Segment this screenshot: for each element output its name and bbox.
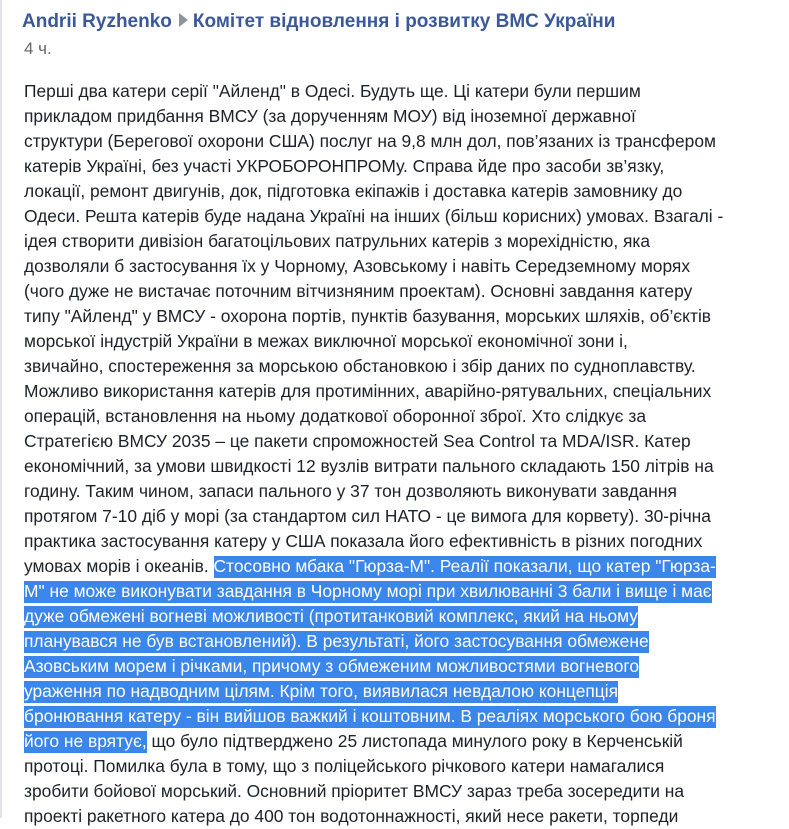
post-text-segment: операцій, встановлення на ньому додаткової оборонної зброї. Хто слідкує за — [24, 406, 647, 426]
arrow-right-icon — [179, 13, 188, 27]
selected-text: дуже обмежені вогневі можливості (протитанковий комплекс, який на ньому — [24, 606, 639, 626]
post-text-segment: ідея створити дивізіон багатоцільових патрульних катерів з морехідністю, яка — [24, 231, 651, 251]
selected-text: М" не може виконувати завдання в Чорному морі при хвилюванні 3 бали і вище і має — [24, 581, 712, 601]
post-text-segment: протоці. Помилка була в тому, що з поліцейського річкового катери намагалися — [24, 756, 665, 776]
post-text-line — [24, 704, 788, 729]
post-text-segment: умовах морів і океанів. — [24, 556, 214, 576]
post-text-segment: морської індустрій України в межах виключної морської економічної зони і, — [24, 331, 628, 351]
post-text-segment: дозволяли б застосування їх у Чорному, Азовському і навіть Середземному морях — [24, 256, 691, 276]
post-text-segment: (чого дуже не вистачає поточним вітчизняним проектам). Основні завдання катеру — [24, 281, 693, 301]
post-text-segment: протягом 7-10 діб у морі (за стандартом сил НАТО - це вимога для корвету). 30-річна — [24, 506, 711, 526]
post-text-line — [24, 629, 788, 654]
post-text-segment: Стратегією ВМСУ 2035 – це пакети спроможностей Sea Control та MDA/ISR. Катер — [24, 431, 691, 451]
post-text-line — [24, 379, 788, 404]
post-text — [24, 79, 788, 829]
selected-text: Стосовно мбака "Гюрза-М". Реалії показали, що катер "Гюрза- — [213, 556, 716, 576]
post-text-segment: структури (Берегової охорони США) послуг на 9,8 млн дол, пов’язаних із трансфером — [24, 131, 716, 151]
author-link[interactable]: Andrii Ryzhenko — [22, 11, 172, 32]
post-text-segment: Перші два катери серії "Айленд" в Одесі. Будуть ще. Ці катери були першим — [24, 81, 641, 101]
post-text-line — [24, 179, 788, 204]
post-text-line — [24, 554, 788, 579]
post-text-line — [24, 304, 788, 329]
post-text-segment: годину. Таким чином, запаси пального у 37 тон дозволяють виконувати завдання — [24, 481, 677, 501]
post-text-segment: що було підтверджено 25 листопада минулого року в Керченській — [146, 731, 683, 751]
selected-text: планувався не був встановлений). В результаті, його застосування обмежене — [24, 631, 649, 651]
post-text-segment: прикладом придбання ВМСУ (за дорученням МОУ) від іноземної державної — [24, 106, 636, 126]
post-text-segment: зробити бойової морський. Основний пріоритет ВМСУ зараз треба зосередити на — [24, 781, 685, 801]
post-text-line — [24, 504, 788, 529]
post-text-line — [24, 579, 788, 604]
post-text-line — [24, 804, 788, 829]
selected-text: ураження по надводним цілям. Крім того, виявилася невдалою концепція — [24, 681, 619, 701]
post-text-line — [24, 679, 788, 704]
post-text-line — [24, 204, 788, 229]
post-timestamp[interactable]: 4 ч. — [24, 39, 52, 58]
post-text-line — [24, 229, 788, 254]
post-text-line — [24, 779, 788, 804]
post-text-segment: економічний, за умови швидкості 12 вузлів витрати пального складають 150 літрів на — [24, 456, 714, 476]
post-text-line — [24, 254, 788, 279]
post-text-segment: локації, ремонт двигунів, док, підготовка екіпажів і доставка катерів замовнику до — [24, 181, 683, 201]
post-text-line — [24, 279, 788, 304]
post-header — [22, 10, 782, 34]
group-link[interactable]: Комітет відновлення і розвитку ВМС України — [192, 11, 616, 32]
post-text-segment: Одеси. Решта катерів буде надана Україні на інших (більш корисних) умовах. Взагалі - — [24, 206, 724, 226]
post-text-line — [24, 79, 788, 104]
selected-text: його не врятує, — [24, 731, 147, 751]
post-text-segment: катерів Україні, без участі УКРОБОРОНПРОМу. Справа йде про засоби зв’язку, — [24, 156, 665, 176]
post-text-line — [24, 729, 788, 754]
selected-text: Азовським морем і річками, причому з обмеженим можливостями вогневого — [24, 656, 640, 676]
post-text-line — [24, 429, 788, 454]
post-text-line — [24, 104, 788, 129]
post-text-segment: проекті ракетного катера до 400 тон водотоннажності, який несе ракети, торпеди — [24, 806, 679, 826]
post-text-line — [24, 529, 788, 554]
selected-text: бронювання катеру - він вийшов важкий і коштовним. В реаліях морського бою броня — [24, 706, 716, 726]
post-text-segment: практика застосування катеру у США показала його ефективність в різних погодних — [24, 531, 703, 551]
post-text-line — [24, 454, 788, 479]
post-text-line — [24, 479, 788, 504]
post-text-line — [24, 404, 788, 429]
post-text-line — [24, 604, 788, 629]
post-text-line — [24, 354, 788, 379]
post-text-segment: типу "Айленд" у ВМСУ - охорона портів, пунктів базування, морських шляхів, об’єктів — [24, 306, 712, 326]
post-text-line — [24, 154, 788, 179]
post-text-segment: звичайно, спостереження за морською обстановкою і збір даних по судноплавству. — [24, 356, 696, 376]
post-text-line — [24, 754, 788, 779]
post-text-line — [24, 329, 788, 354]
post-text-segment: Можливо використання катерів для протимінних, аварійно-рятувальних, спеціальних — [24, 381, 712, 401]
post-text-line — [24, 129, 788, 154]
post-text-line — [24, 654, 788, 679]
